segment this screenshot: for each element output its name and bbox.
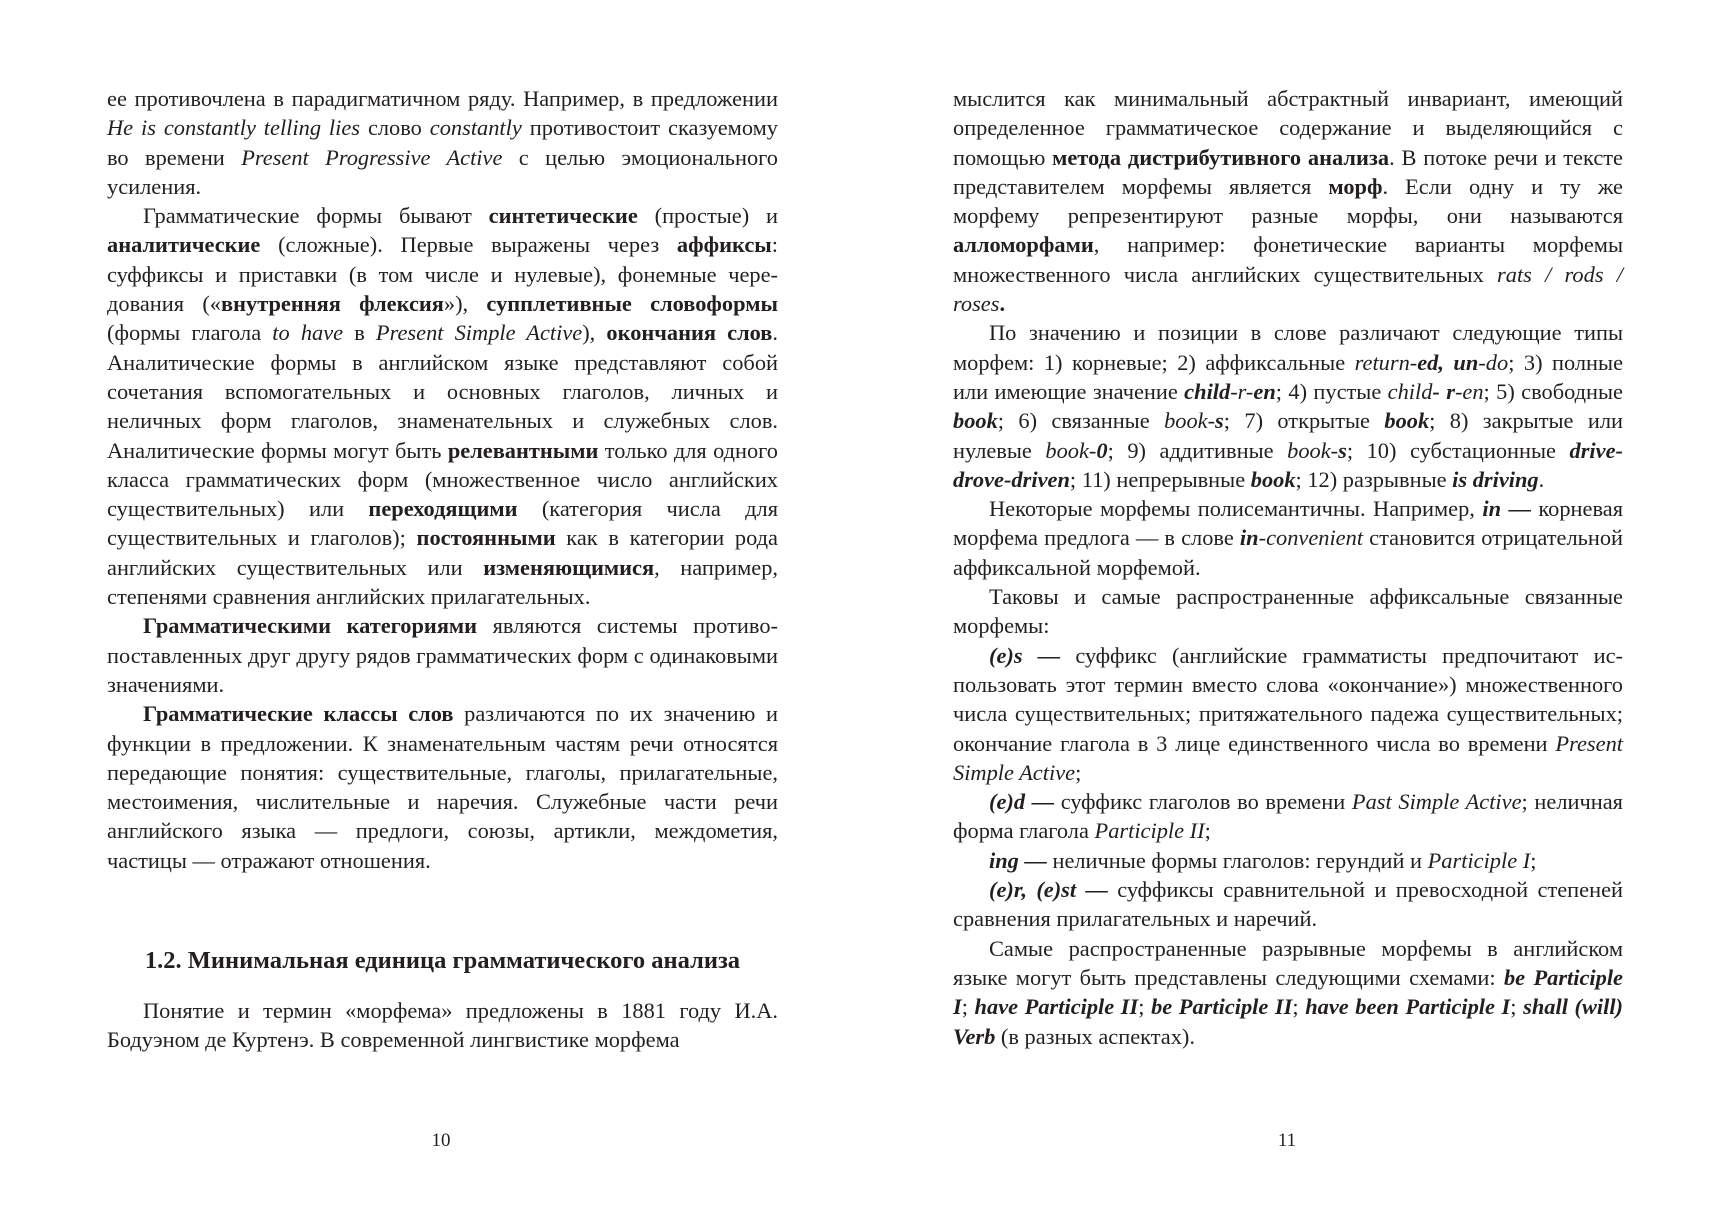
paragraph: (e)d — суффикс глаголов во времени Past Simple Active; неличная форма глагола Participle II; — [953, 789, 1623, 844]
paragraph: Грамматические классы слов различаются по их значению и функции в предложении. К знаменательным частям речи относятся передающие понятия: существительные, глаголы, прилагательные, местоимения, числительные и наречия. Служебные части речи английского языка — предлоги, союзы, артикли, междометия, частицы — отражают отношения. — [107, 701, 778, 873]
page-number: 11 — [1277, 1130, 1297, 1151]
right-page — [953, 84, 1623, 1051]
paragraph: Грамматические формы бывают синтетические (простые) и аналитические (сложные). Первые выражены через аффиксы: суффиксы и приставки (в том числе и нулевые), фонемные чередования («внутренняя флексия»), супплетивные словоформы (формы глагола to have в Present Simple Active), окончания слов. Аналитические формы в английском языке представляют собой сочетания вспомогательных и основных глаголов, личных и неличных форм глаголов, знаменательных и служебных слов. Аналитические формы могут быть релевантными только для одного класса грамматических форм (множественное число английских существительных) или переходящими (категория числа для существительных и глаголов); постоянными как в категории рода английских существительных или изменяющимися, например, степенями сравнения английских прилагательных. — [107, 203, 779, 610]
paragraph: Некоторые морфемы полисемантичны. Например, in — корневая морфема предлога — в слове in-convenient становится отрицательной аффиксальной морфемой. — [953, 496, 1623, 580]
paragraph: По значению и позиции в слове различают следующие типы морфем: 1) корневые; 2) аффиксальные return-ed, un-do; 3) полные или имеющие значение child-r-en; 4) пустые child- r-en; 5) свободные book; 6) связанные book-s; 7) открытые book; 8) закрытые или нулевые book-0; 9) аддитивные book-s; 10) субстационные drive-drove-driven; 11) непрерывные book; 12) разрывные is driving. — [953, 320, 1624, 492]
paragraph: (e)s — суффикс (английские грамматисты предпочитают использовать этот термин вместо слова «окончание») множественного числа существительных; притяжательного падежа существительных; окончание глагола в 3 лице единственного числа во времени Present Simple Active; — [953, 642, 1623, 785]
paragraph: Понятие и термин «морфема» предложены в 1881 году И.А. Бодуэном де Куртенэ. В современной лингвистике морфема — [107, 998, 778, 1053]
page-number: 10 — [431, 1130, 451, 1151]
paragraph: Грамматическими категориями являются системы противопоставленных друг другу рядов грамматических форм с одинаковыми значениями. — [107, 613, 778, 697]
paragraph: мыслится как минимальный абстрактный инвариант, имеющий определенное грамматическое содержание и выделяющийся с помощью метода дистрибутивного анализа. В потоке речи и тексте представителем морфемы является морф. Если одну и ту же морфему репрезентируют разные морфы, они называются алломорфами, например: фонетические варианты морфемы множественного числа английских существительных rats / rods / roses. — [953, 86, 1623, 317]
section-heading: 1.2. Минимальная единица грамматического анализа — [144, 947, 741, 975]
paragraph: ing — неличные формы глаголов: герундий и Participle I; — [989, 847, 1537, 873]
paragraph: Таковы и самые распространенные аффиксальные связанные морфемы: — [953, 584, 1623, 639]
paragraph: Самые распространенные разрывные морфемы в английском языке могут быть представлены следующими схемами: be Participle I; have Participle II; be Participle II; have been Participle I; shall (will) Verb (в разных аспектах). — [953, 935, 1624, 1049]
paragraph: (e)r, (e)st — суффиксы сравнительной и превосходной степеней сравнения прилагательных и наречий. — [953, 877, 1623, 932]
left-page — [107, 84, 778, 1055]
paragraph: ее противочлена в парадигматичном ряду. Например, в предложении He is constantly telling lies слово constantly противостоит сказуемому во времени Present Progressive Active с целью эмоционального усиления. — [107, 86, 778, 199]
